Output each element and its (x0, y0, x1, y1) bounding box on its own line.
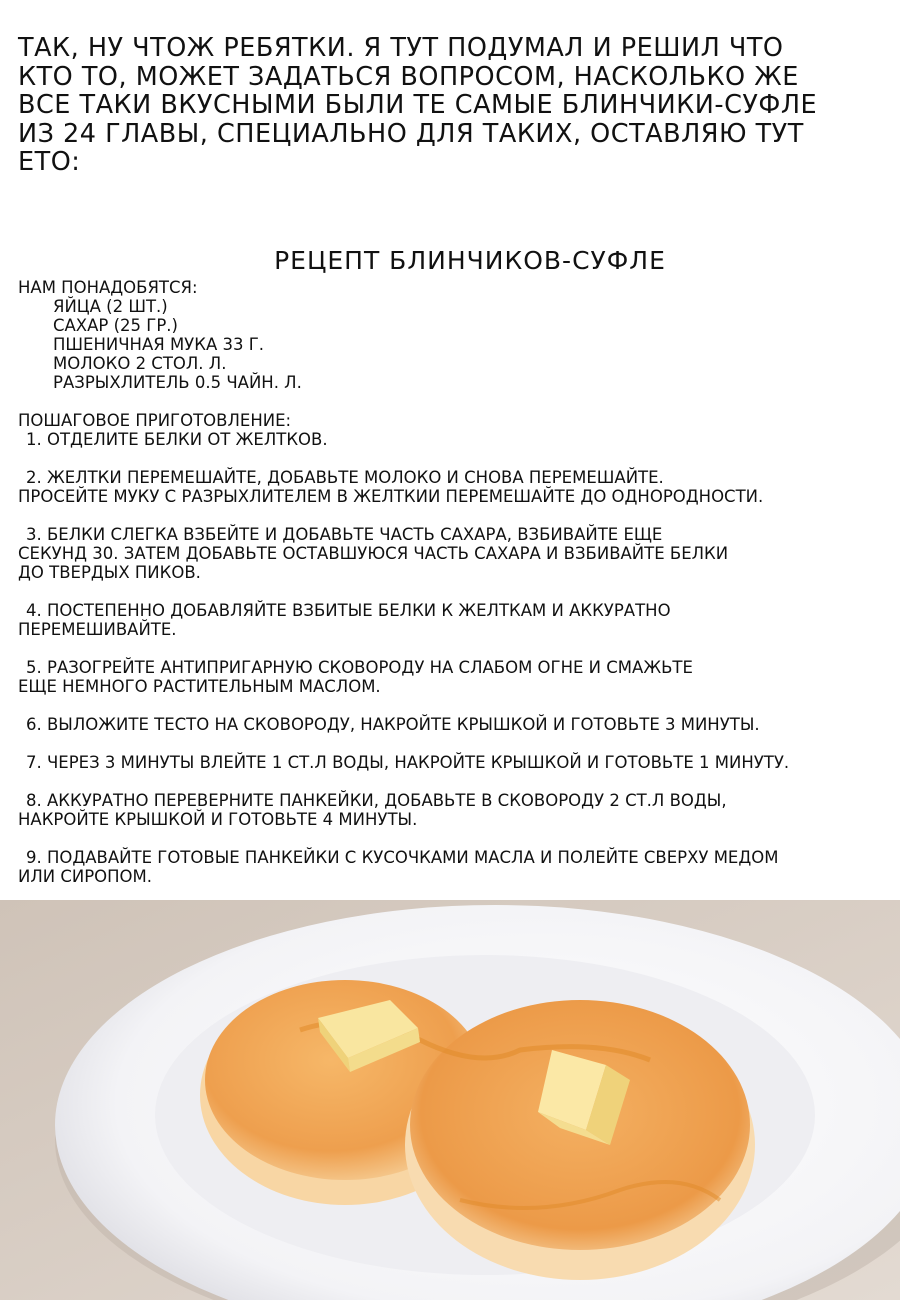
step-line: 1. ОТДЕЛИТЕ БЕЛКИ ОТ ЖЕЛТКОВ. (26, 430, 328, 449)
pancakes-illustration (0, 900, 900, 1300)
step-line: ДО ТВЕРДЫХ ПИКОВ. (18, 563, 201, 582)
step-line: НАКРОЙТЕ КРЫШКОЙ И ГОТОВЬТЕ 4 МИНУТЫ. (18, 810, 418, 829)
ingredient-item: МОЛОКО 2 СТОЛ. Л. (53, 354, 227, 373)
ingredient-item: РАЗРЫХЛИТЕЛЬ 0.5 ЧАЙН. Л. (53, 373, 302, 392)
step-2 (18, 468, 888, 506)
step-line: 9. ПОДАВАЙТЕ ГОТОВЫЕ ПАНКЕЙКИ С КУСОЧКАМИ МАСЛА И ПОЛЕЙТЕ СВЕРХУ МЕДОМ (26, 848, 779, 867)
intro-line: ЕТО: (18, 147, 81, 177)
step-7 (18, 753, 888, 772)
spacer (18, 582, 888, 601)
step-6 (18, 715, 888, 734)
step-line: 5. РАЗОГРЕЙТЕ АНТИПРИГАРНУЮ СКОВОРОДУ НА СЛАБОМ ОГНЕ И СМАЖЬТЕ (26, 658, 693, 677)
step-line: 4. ПОСТЕПЕННО ДОБАВЛЯЙТЕ ВЗБИТЫЕ БЕЛКИ К ЖЕЛТКАМ И АККУРАТНО (26, 601, 671, 620)
step-line: ЕЩЕ НЕМНОГО РАСТИТЕЛЬНЫМ МАСЛОМ. (18, 677, 381, 696)
step-line: 2. ЖЕЛТКИ ПЕРЕМЕШАЙТЕ, ДОБАВЬТЕ МОЛОКО И СНОВА ПЕРЕМЕШАЙТЕ. (26, 468, 664, 487)
spacer (18, 449, 888, 468)
step-1 (18, 430, 888, 449)
step-8 (18, 791, 888, 829)
step-line: 6. ВЫЛОЖИТЕ ТЕСТО НА СКОВОРОДУ, НАКРОЙТЕ КРЫШКОЙ И ГОТОВЬТЕ 3 МИНУТЫ. (26, 715, 760, 734)
ingredient-item: САХАР (25 ГР.) (53, 316, 178, 335)
step-3 (18, 525, 888, 582)
step-line: СЕКУНД 30. ЗАТЕМ ДОБАВЬТЕ ОСТАВШУЮСЯ ЧАСТЬ САХАРА И ВЗБИВАЙТЕ БЕЛКИ (18, 544, 729, 563)
spacer (18, 392, 888, 411)
step-4 (18, 601, 888, 639)
step-line: 3. БЕЛКИ СЛЕГКА ВЗБЕЙТЕ И ДОБАВЬТЕ ЧАСТЬ САХАРА, ВЗБИВАЙТЕ ЕЩЕ (26, 525, 663, 544)
ingredient-item: ПШЕНИЧНАЯ МУКА 33 Г. (53, 335, 265, 354)
spacer (18, 639, 888, 658)
ingredient-item: ЯЙЦА (2 ШТ.) (53, 297, 168, 316)
pancakes-photo (0, 900, 900, 1300)
spacer (18, 734, 888, 753)
ingredients-list (53, 297, 888, 392)
recipe-body (18, 278, 888, 886)
step-line: ПЕРЕМЕШИВАЙТЕ. (18, 620, 177, 639)
step-9 (18, 848, 888, 886)
step-line: 8. АККУРАТНО ПЕРЕВЕРНИТЕ ПАНКЕЙКИ, ДОБАВЬТЕ В СКОВОРОДУ 2 СТ.Л ВОДЫ, (26, 791, 727, 810)
spacer (18, 829, 888, 848)
intro-line: КТО ТО, МОЖЕТ ЗАДАТЬСЯ ВОПРОСОМ, НАСКОЛЬКО ЖЕ (18, 61, 799, 92)
ingredients-heading: НАМ ПОНАДОБЯТСЯ: (18, 278, 198, 297)
intro-line: ВСЕ ТАКИ ВКУСНЫМИ БЫЛИ ТЕ САМЫЕ БЛИНЧИКИ-СУФЛЕ (18, 90, 818, 120)
step-line: 7. ЧЕРЕЗ 3 МИНУТЫ ВЛЕЙТЕ 1 СТ.Л ВОДЫ, НАКРОЙТЕ КРЫШКОЙ И ГОТОВЬТЕ 1 МИНУТУ. (26, 753, 790, 772)
intro-line: ТАК, НУ ЧТОЖ РЕБЯТКИ. Я ТУТ ПОДУМАЛ И РЕШИЛ ЧТО (18, 33, 784, 63)
recipe-title: РЕЦЕПТ БЛИНЧИКОВ-СУФЛЕ (274, 246, 666, 275)
intro-text (18, 34, 878, 177)
steps-heading: ПОШАГОВОЕ ПРИГОТОВЛЕНИЕ: (18, 411, 292, 430)
spacer (18, 772, 888, 791)
spacer (18, 696, 888, 715)
spacer (18, 506, 888, 525)
step-5 (18, 658, 888, 696)
step-line: ИЛИ СИРОПОМ. (18, 867, 153, 886)
step-line: ПРОСЕЙТЕ МУКУ С РАЗРЫХЛИТЕЛЕМ В ЖЕЛТКИИ ПЕРЕМЕШАЙТЕ ДО ОДНОРОДНОСТИ. (18, 487, 764, 506)
intro-line: ИЗ 24 ГЛАВЫ, СПЕЦИАЛЬНО ДЛЯ ТАКИХ, ОСТАВЛЯЮ ТУТ (18, 118, 804, 149)
